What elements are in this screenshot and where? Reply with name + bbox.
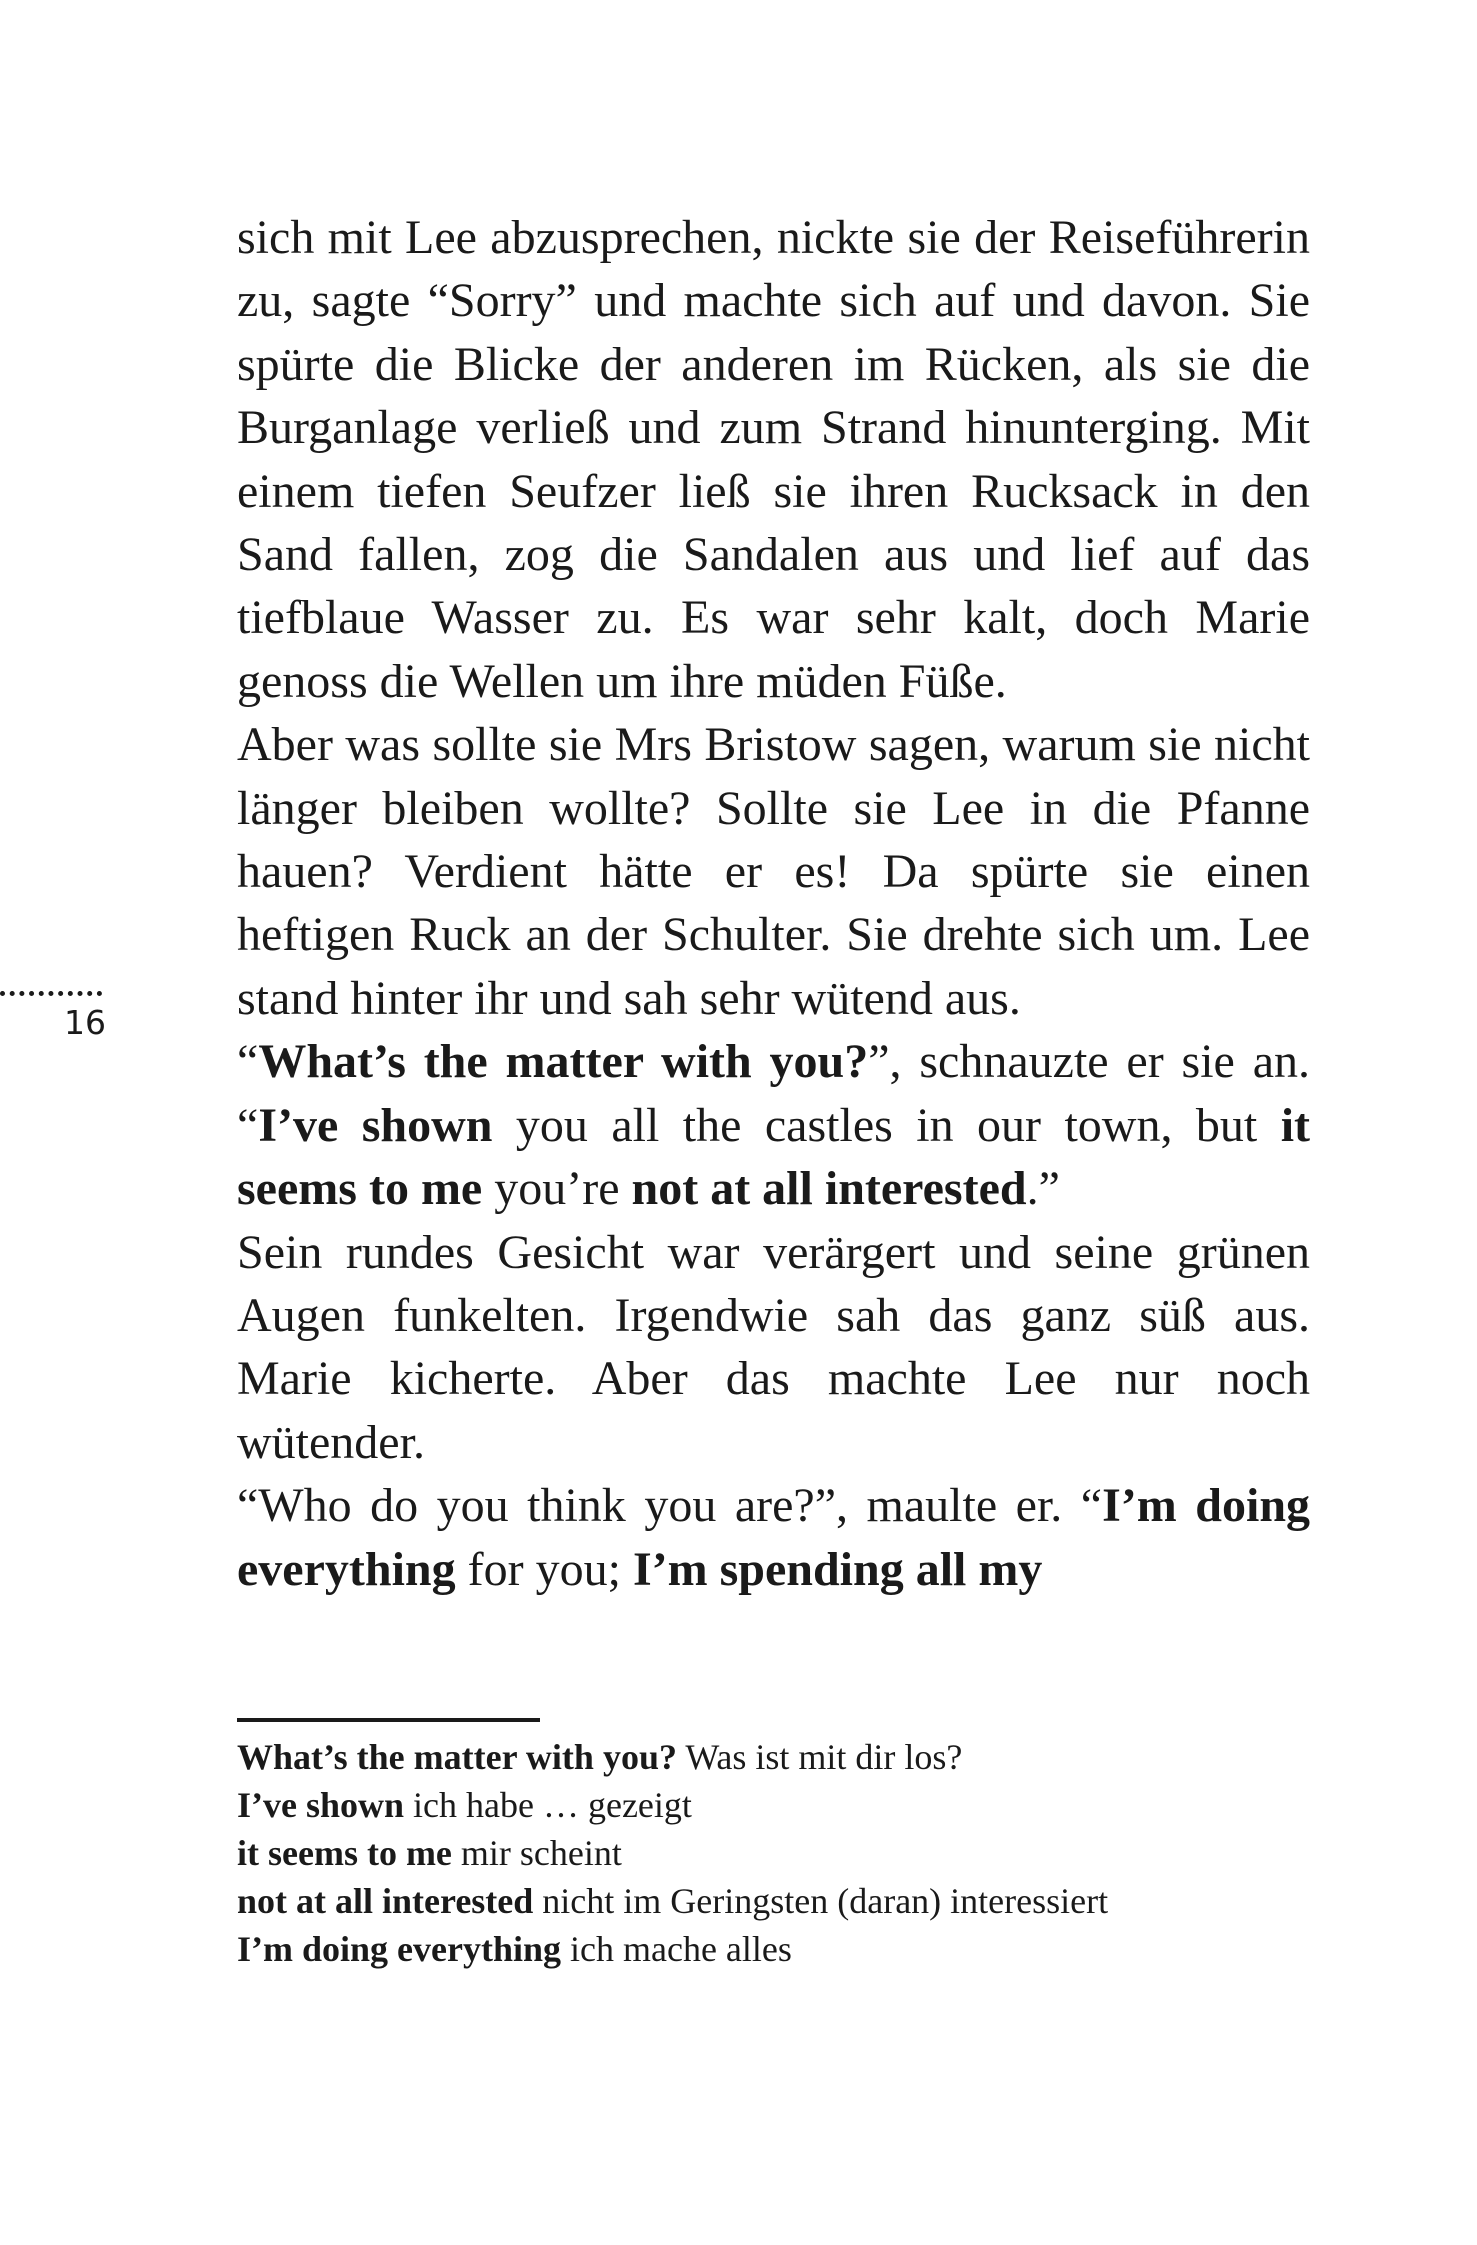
footnotes [237,1733,1387,1973]
footnote-translation: ich mache alles [570,1929,792,1969]
footnote-item [237,1733,1387,1781]
paragraph [237,1474,1310,1601]
text-segment: Aber was sollte sie Mrs Bristow sagen, warum sie nicht länger bleiben wollte? Sollte sie Lee in die Pfanne hauen? Verdient hätte er es! Da spürte sie einen heftigen Ruck an der Schulter. Sie drehte sich um. Lee stand hinter ihr und sah sehr wütend aus. [237,718,1310,1025]
text-segment: .” [1026,1162,1060,1216]
page-number: 16 [64,1003,106,1042]
paragraph [237,206,1310,713]
footnote-divider [237,1718,540,1722]
body-text [237,206,1310,1601]
footnote-item [237,1925,1387,1973]
footnote-item [237,1781,1387,1829]
footnote-translation: mir scheint [460,1833,622,1873]
paragraph [237,1030,1310,1220]
footnote-term: I’ve shown [237,1785,405,1825]
page-number-marker [0,991,106,1042]
text-segment: “ [237,1035,259,1089]
bold-phrase: I’m spending all my [632,1542,1043,1596]
bold-phrase: What’s the matter with you? [258,1035,869,1089]
footnote-item [237,1877,1387,1925]
text-segment: sich mit Lee abzusprechen, nickte sie der Reiseführerin zu, sagte “Sorry” und machte sich auf und davon. Sie spürte die Blicke der anderen im Rücken, als sie die Burganlage verließ und zum Strand hinunterging. Mit einem tiefen Seufzer ließ sie ihren Rucksack in den Sand fallen, zog die Sandalen aus und lief auf das tiefblaue Wasser zu. Es war sehr kalt, doch Marie genoss die Wellen um ihre müden Füße. [237,211,1310,708]
text-segment: Sein rundes Gesicht war verärgert und seine grünen Augen funkelten. Irgendwie sah das ganz süß aus. Marie kicherte. Aber das machte Lee nur noch wütender. [237,1225,1310,1469]
paragraph [237,1221,1310,1475]
text-segment: “Who do you think you are?”, maulte er. “ [237,1479,1103,1533]
bold-phrase: I’m doing everything [237,1479,1311,1596]
text-segment: ”, schnauzte er sie an. “ [237,1035,1310,1152]
bold-phrase: not at all interested [631,1162,1027,1216]
footnote-term: I’m doing everything [237,1929,561,1969]
text-segment: for you; [455,1542,633,1596]
footnote-term: it seems to me [237,1833,452,1873]
footnote-term: What’s the matter with you? [237,1737,677,1777]
footnote-translation: Was ist mit dir los? [685,1737,963,1777]
text-segment: you all the castles in our town, but [492,1098,1281,1152]
bold-phrase: I’ve shown [258,1098,493,1152]
footnote-translation: ich habe … gezeigt [413,1785,692,1825]
paragraph [237,713,1310,1030]
bold-phrase: it seems to me [237,1098,1311,1216]
footnote-term: not at all interested [237,1881,534,1921]
text-segment: you’re [482,1162,632,1216]
footnote-translation: nicht im Geringsten (daran) interessiert [542,1881,1109,1921]
dotted-rule [0,991,102,996]
footnote-item [237,1829,1387,1877]
